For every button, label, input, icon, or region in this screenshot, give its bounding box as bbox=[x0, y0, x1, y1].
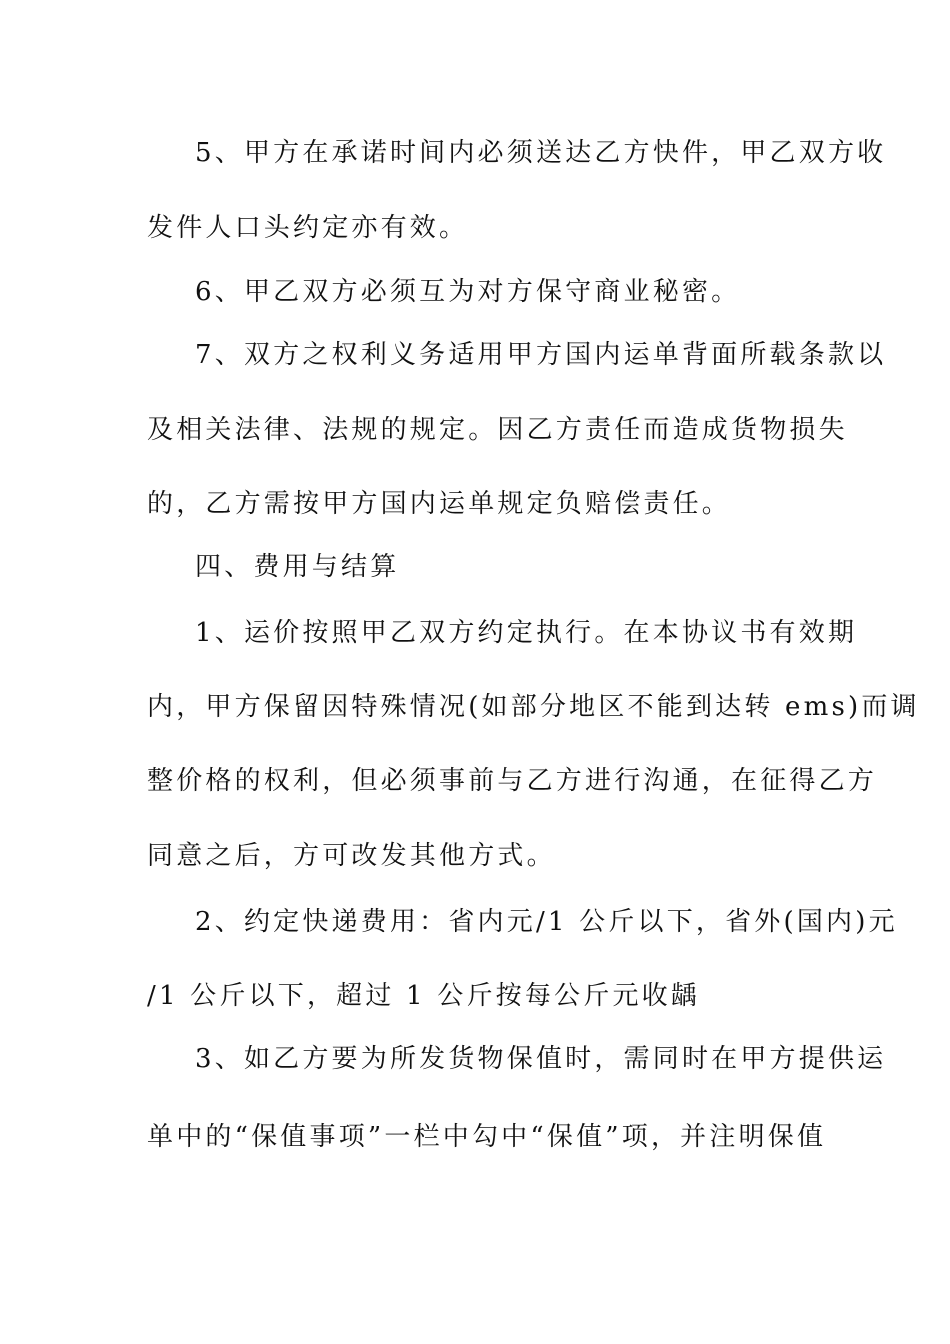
paragraph-7-line-3: 的，乙方需按甲方国内运单规定负赔偿责任。 bbox=[147, 489, 732, 519]
paragraph-fee-1-line-1: 1、运价按照甲乙双方约定执行。在本协议书有效期 bbox=[195, 618, 858, 648]
paragraph-fee-1-line-3: 整价格的权利，但必须事前与乙方进行沟通，在征得乙方 bbox=[147, 766, 878, 796]
paragraph-5-line-2: 发件人口头约定亦有效。 bbox=[147, 213, 469, 243]
paragraph-fee-1-line-2: 内，甲方保留因特殊情况(如部分地区不能到达转 ems)而调 bbox=[147, 692, 920, 722]
paragraph-6-line-1: 6、甲乙双方必须互为对方保守商业秘密。 bbox=[195, 277, 741, 307]
paragraph-7-line-2: 及相关法律、法规的规定。因乙方责任而造成货物损失 bbox=[147, 415, 848, 445]
paragraph-fee-2-line-1: 2、约定快递费用：省内元/1 公斤以下，省外(国内)元 bbox=[195, 907, 898, 937]
paragraph-fee-1-line-4: 同意之后，方可改发其他方式。 bbox=[147, 841, 556, 871]
paragraph-fee-3-line-1: 3、如乙方要为所发货物保值时，需同时在甲方提供运 bbox=[195, 1044, 887, 1074]
section-heading-fees: 四、费用与结算 bbox=[195, 552, 400, 582]
paragraph-5-line-1: 5、甲方在承诺时间内必须送达乙方快件，甲乙双方收 bbox=[195, 138, 887, 168]
paragraph-fee-2-line-2: /1 公斤以下，超过 1 公斤按每公斤元收龋 bbox=[147, 981, 701, 1011]
paragraph-fee-3-line-2: 单中的“保值事项”一栏中勾中“保值”项，并注明保值 bbox=[147, 1122, 827, 1152]
paragraph-7-line-1: 7、双方之权利义务适用甲方国内运单背面所载条款以 bbox=[195, 340, 887, 370]
